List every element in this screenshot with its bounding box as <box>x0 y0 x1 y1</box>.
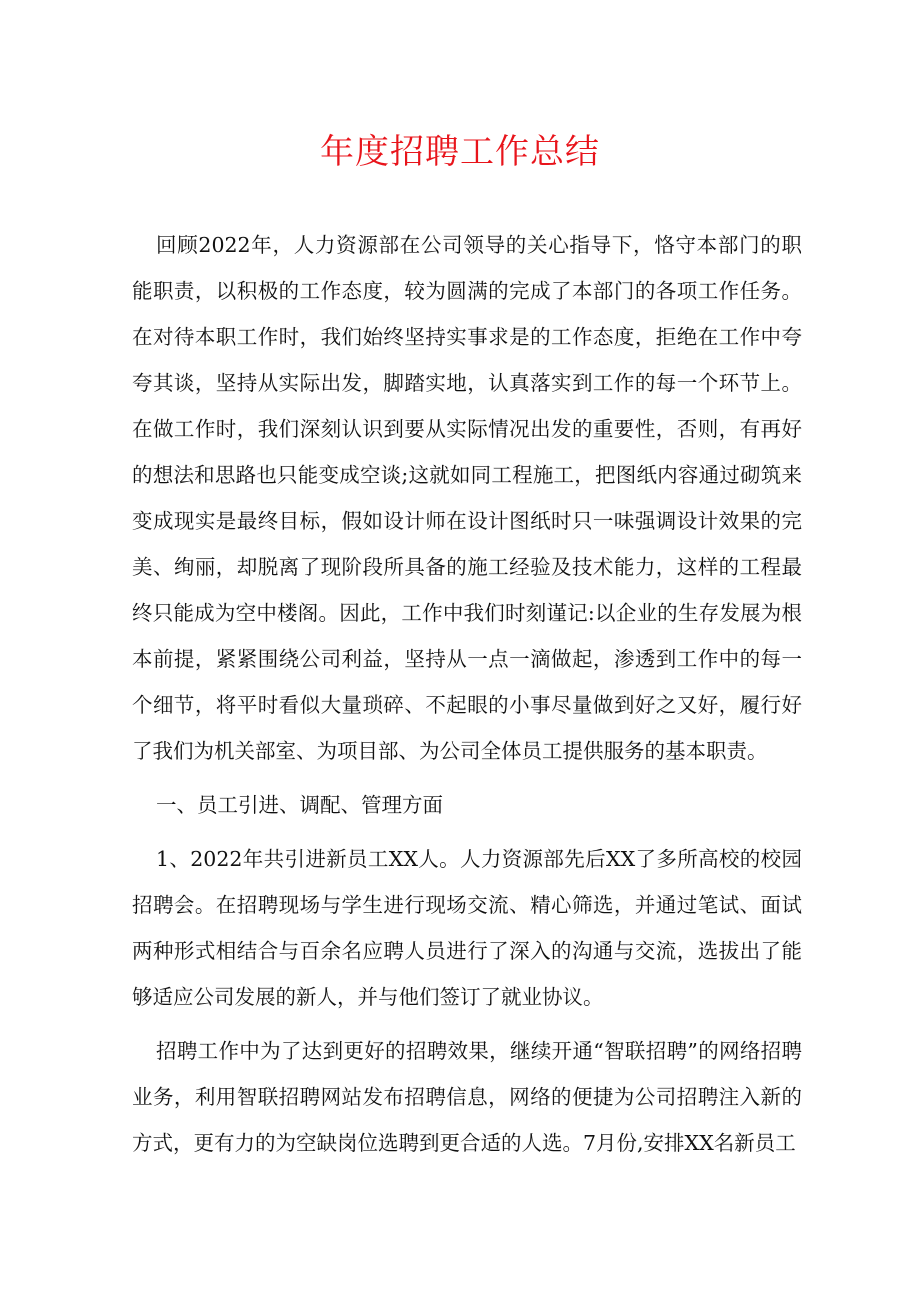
section-heading-staff: 一、员工引进、调配、管理方面 <box>156 793 443 817</box>
document-title: 年度招聘工作总结 <box>320 132 600 172</box>
paragraph-recruitment-1: 1、2022年共引进新员工XX人。人力资源部先后XX了多所高校的校园招聘会。在招聘现场与学生进行现场交流、精心筛选，并通过笔试、面试两种形式相结合与百余名应聘人员进行了深入的沟通与交流，选拔出了能够适应公司发展的新人，并与他们签订了就业协议。 <box>132 847 802 1009</box>
paragraph-review: 回顾2022年，人力资源部在公司领导的关心指导下，恪守本部门的职能职责，以积极的工作态度，较为圆满的完成了本部门的各项工作任务。在对待本职工作时，我们始终坚持实事求是的工作态度，拒绝在工作中夸夸其谈，坚持从实际出发，脚踏实地，认真落实到工作的每一个环节上。在做工作时，我们深刻认识到要从实际情况出发的重要性，否则，有再好的想法和思路也只能变成空谈;这就如同工程施工，把图纸内容通过砌筑来变成现实是最终目标，假如设计师在设计图纸时只一味强调设计效果的完美、绚丽，却脱离了现阶段所具备的施工经验及技术能力，这样的工程最终只能成为空中楼阁。因此，工作中我们时刻谨记:以企业的生存发展为根本前提，紧紧围绕公司利益，坚持从一点一滴做起，渗透到工作中的每一个细节，将平时看似大量琐碎、不起眼的小事尽量做到好之又好，履行好了我们为机关部室、为项目部、为公司全体员工提供服务的基本职责。 <box>132 233 802 763</box>
document-body <box>132 222 802 1174</box>
paragraph-online-recruitment: 招聘工作中为了达到更好的招聘效果，继续开通“智联招聘”的网络招聘业务，利用智联招聘网站发布招聘信息，网络的便捷为公司招聘注入新的方式，更有力的为空缺岗位选聘到更合适的人选。7月份,安排XX名新员工 <box>132 1039 802 1155</box>
